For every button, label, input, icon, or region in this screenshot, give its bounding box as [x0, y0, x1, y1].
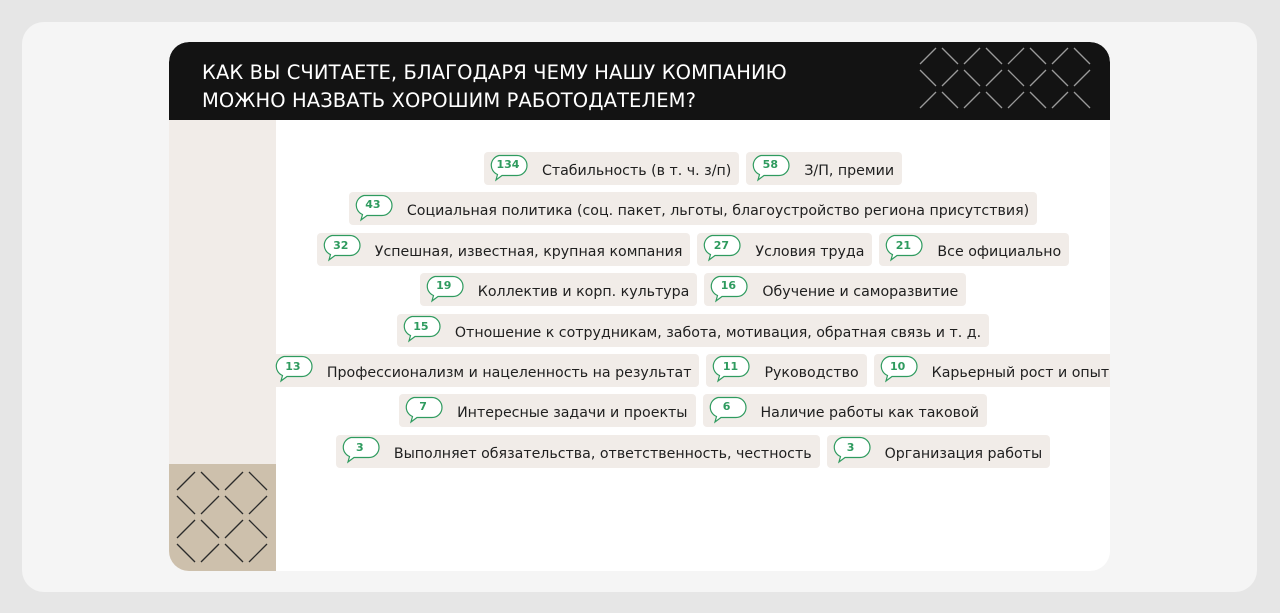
- answer-label: Обучение и саморазвитие: [762, 284, 959, 301]
- answer-count: 3: [846, 440, 855, 454]
- title-line-1: КАК ВЫ СЧИТАЕТЕ, БЛАГОДАРЯ ЧЕМУ НАШУ КОМПАНИЮ: [202, 61, 787, 84]
- speech-bubble-icon: [401, 315, 441, 341]
- answers-row: [276, 314, 1110, 347]
- title-line-2: МОЖНО НАЗВАТЬ ХОРОШИМ РАБОТОДАТЕЛЕМ?: [202, 89, 697, 112]
- answer-label: Стабильность (в т. ч. з/п): [541, 163, 732, 179]
- speech-bubble-icon: [701, 234, 741, 260]
- answer-pill: [397, 314, 989, 347]
- speech-bubble-icon: [708, 275, 748, 301]
- cross-pattern-icon: [914, 44, 1110, 120]
- answer-pill: [399, 394, 695, 427]
- answers-row: [276, 233, 1110, 266]
- answer-pill: [269, 354, 700, 387]
- answer-label: Интересные задачи и проекты: [457, 405, 688, 422]
- answer-label: З/П, премии: [804, 163, 895, 179]
- answers-row: [276, 394, 1110, 427]
- speech-bubble-icon: [273, 355, 313, 381]
- speech-bubble-icon: [321, 234, 361, 260]
- answer-count: 10: [889, 359, 906, 373]
- speech-bubble-icon: [424, 275, 464, 301]
- header-bar: [169, 42, 1110, 120]
- answer-label: Организация работы: [884, 445, 1043, 462]
- survey-card: [169, 42, 1110, 571]
- answer-pill: [484, 152, 739, 185]
- answer-pill: [703, 394, 987, 427]
- answer-label: Все официально: [937, 243, 1062, 260]
- speech-bubble-icon: [883, 234, 923, 260]
- sidebar-pattern-tile: [169, 464, 276, 571]
- answer-count: 13: [285, 359, 301, 373]
- answers-row: [276, 152, 1110, 185]
- speech-bubble-icon: [707, 396, 747, 422]
- answers-row: [276, 273, 1110, 306]
- answers-row: [276, 192, 1110, 225]
- speech-bubble-icon: [353, 194, 393, 220]
- answer-count: 58: [762, 158, 778, 171]
- answer-label: Карьерный рост и опыт: [931, 364, 1110, 381]
- speech-bubble-icon: [403, 396, 443, 422]
- answer-count: 19: [436, 279, 452, 293]
- speech-bubble-icon: [710, 355, 750, 381]
- answer-pill: [420, 273, 698, 306]
- answer-label: Руководство: [764, 364, 859, 381]
- answer-count: 15: [413, 319, 429, 333]
- answer-label: Успешная, известная, крупная компания: [374, 243, 683, 260]
- speech-bubble-icon: [340, 436, 380, 462]
- speech-bubble-icon: [750, 154, 790, 180]
- speech-bubble-icon: [488, 154, 528, 180]
- answers-row: [276, 435, 1110, 468]
- answer-count: 11: [722, 359, 739, 373]
- cross-pattern-icon: [169, 464, 276, 571]
- answer-pill: [874, 354, 1110, 387]
- answer-label: Социальная политика (соц. пакет, льготы, благоустройство региона присутствия): [406, 203, 1030, 220]
- answer-pill: [317, 233, 691, 266]
- answer-label: Профессионализм и нацеленность на результат: [326, 364, 692, 381]
- answer-pill: [336, 435, 820, 468]
- speech-bubble-icon: [831, 436, 871, 462]
- answers-list: [276, 152, 1110, 475]
- answer-pill: [827, 435, 1051, 468]
- answer-count: 21: [895, 238, 912, 252]
- answer-count: 134: [496, 158, 520, 171]
- answer-count: 16: [720, 279, 737, 293]
- speech-bubble-icon: [878, 355, 918, 381]
- answer-count: 3: [356, 440, 364, 454]
- answer-label: Условия труда: [755, 243, 865, 260]
- answer-count: 7: [419, 400, 427, 414]
- answer-label: Выполняет обязательства, ответственность, честность: [393, 445, 812, 462]
- answers-row: [276, 354, 1110, 387]
- answer-pill: [704, 273, 966, 306]
- answer-pill: [879, 233, 1069, 266]
- answer-count: 6: [722, 400, 731, 414]
- page-title: [202, 59, 882, 115]
- answer-pill: [706, 354, 866, 387]
- answer-count: 27: [713, 238, 730, 252]
- answer-pill: [349, 192, 1037, 225]
- answer-count: 43: [365, 198, 381, 212]
- answer-pill: [697, 233, 872, 266]
- answer-label: Коллектив и корп. культура: [477, 284, 690, 301]
- answer-label: Наличие работы как таковой: [760, 405, 979, 422]
- answer-pill: [746, 152, 902, 185]
- answer-count: 32: [333, 238, 349, 252]
- answer-label: Отношение к сотрудникам, забота, мотивация, обратная связь и т. д.: [454, 324, 982, 341]
